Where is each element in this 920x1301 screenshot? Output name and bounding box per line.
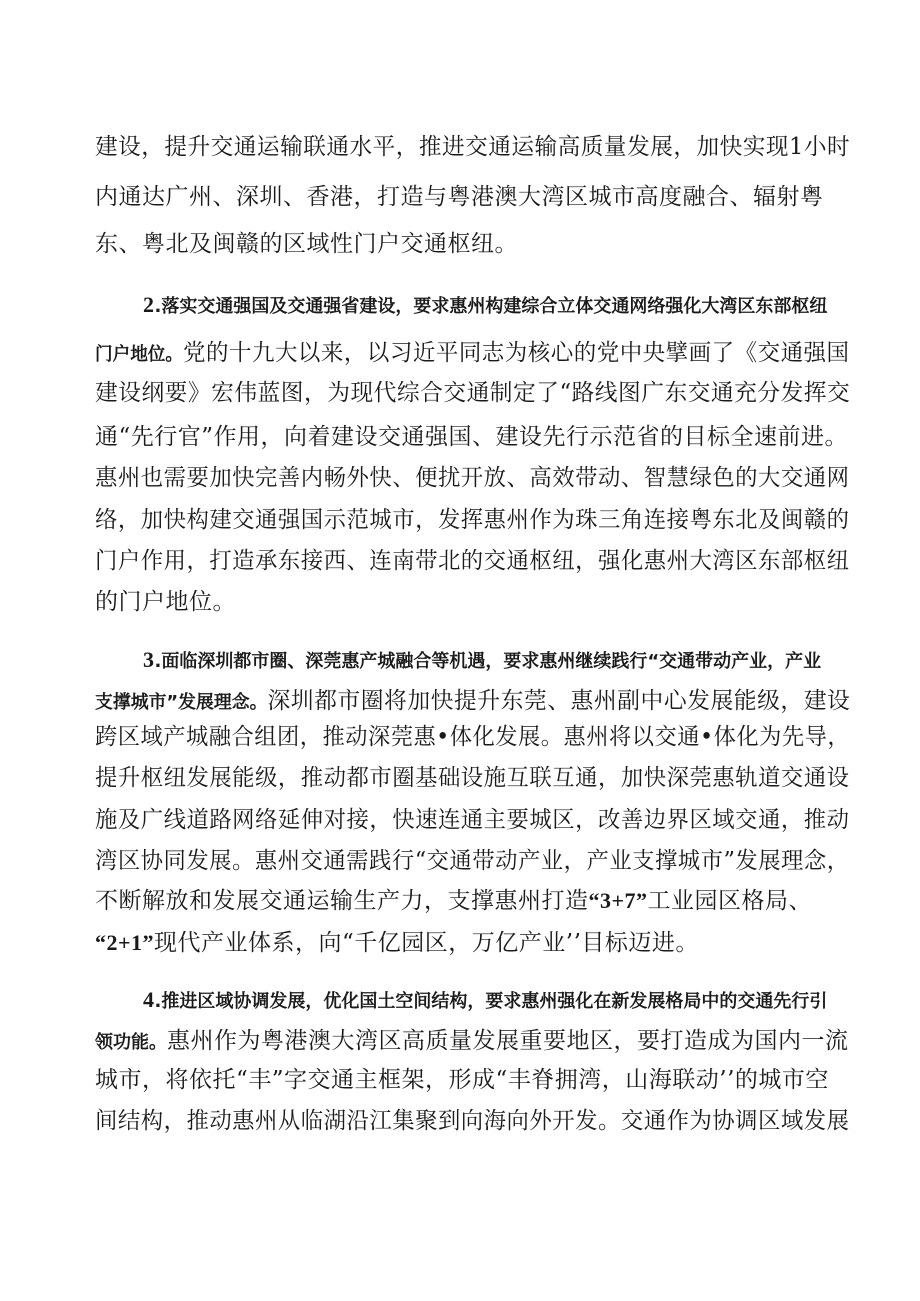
section-2-heading (143, 290, 827, 322)
paragraph-line: 内通达广州、深圳、香港，打造与粤港澳大湾区城市高度融合、辐射粤 (95, 184, 824, 210)
section-heading-text: 支撑城市”发展理念。 (95, 692, 268, 713)
section-heading-text: .面临深圳都市圈、深莞惠产城融合等机遇，要求惠州继续践行“交通带动产业，产业 (154, 651, 822, 672)
paragraph-line (95, 686, 850, 718)
paragraph-line: 施及广线道路网络延伸对接，快速连通主要城区，改善边界区域交通，推动 (95, 807, 850, 833)
paragraph-line: 的门户地位。 (95, 589, 236, 615)
paragraph-line: 城市，将依托“丰”字交通主框架，形成“丰脊拥湾，山海联动’’的城市空 (95, 1067, 829, 1093)
body-text: 深圳都市圈将加快提升东莞、惠州副中心发展能级，建设 (267, 688, 851, 714)
paragraph-line: 湾区协同发展。惠州交通需践行“交通带动产业，产业支撑城市”发展理念， (95, 848, 850, 874)
section-heading-text: .推进区域协调发展，优化国土空间结构，要求惠州强化在新发展格局中的交通先行引 (154, 991, 828, 1012)
body-text: 工业园区格局、 (647, 888, 813, 914)
paragraph-line (95, 1026, 849, 1058)
section-3-heading (143, 645, 821, 677)
paragraph-line: 建设纲要》宏伟蓝图，为现代综合交通制定了“路线图广东交通充分发挥交 (95, 380, 851, 406)
paragraph-line (95, 928, 699, 958)
body-text: 不断解放和发展交通运输生产力，支撑惠州打造 (95, 888, 589, 914)
paragraph-line: 络，加快构建交通强国示范城市，发挥惠州作为珠三角连接粤东北及闽赣的 (95, 507, 850, 533)
body-number: “3+7” (588, 888, 648, 913)
paragraph-line (95, 338, 850, 370)
body-text: 现代产业体系，向“千亿园区，万亿产业’’目标迈进。 (154, 930, 699, 956)
section-number: 4 (143, 987, 155, 1012)
paragraph-line: 惠州也需要加快完善内畅外快、便扰开放、高效带动、智慧绿色的大交通网 (95, 465, 850, 491)
paragraph-line: 间结构，推动惠州从临湖沿江集聚到向海向外开发。交通作为协调区域发展 (95, 1108, 850, 1134)
paragraph-line: 门户作用，打造承东接西、连南带北的交通枢纽，强化惠州大湾区东部枢纽 (95, 548, 850, 574)
body-text: 党的十九大以来，以习近平同志为核心的党中央擘画了《交通强国 (183, 340, 850, 366)
paragraph-line (95, 886, 812, 916)
section-number: 3 (143, 647, 155, 672)
body-text: 惠州作为粤港澳大湾区高质量发展重要地区，要打造成为国内一流 (167, 1028, 849, 1054)
section-heading-text: .落实交通强国及交通强省建设，要求惠州构建综合立体交通网络强化大湾区东部枢纽 (154, 296, 828, 317)
section-number: 2 (143, 292, 155, 317)
body-number: “2+1” (95, 930, 155, 955)
paragraph-line: 通“先行官”作用，向着建设交通强国、建设先行示范省的目标全速前进。 (95, 424, 849, 450)
section-heading-text: 门户地位。 (95, 344, 184, 365)
paragraph-line: 跨区域产城融合组团，推动深莞惠•体化发展。惠州将以交通•体化为先导， (95, 724, 851, 750)
section-heading-text: 领功能。 (95, 1032, 167, 1053)
paragraph-line: 提升枢纽发展能级，推动都市圈基础设施互联互通，加快深莞惠轨道交通设 (95, 765, 850, 791)
section-4-heading (143, 985, 827, 1017)
paragraph-line: 建设，提升交通运输联通水平，推进交通运输高质量发展，加快实现1小时 (95, 134, 851, 160)
paragraph-line: 东、粤北及闽赣的区域性门户交通枢纽。 (95, 231, 518, 257)
